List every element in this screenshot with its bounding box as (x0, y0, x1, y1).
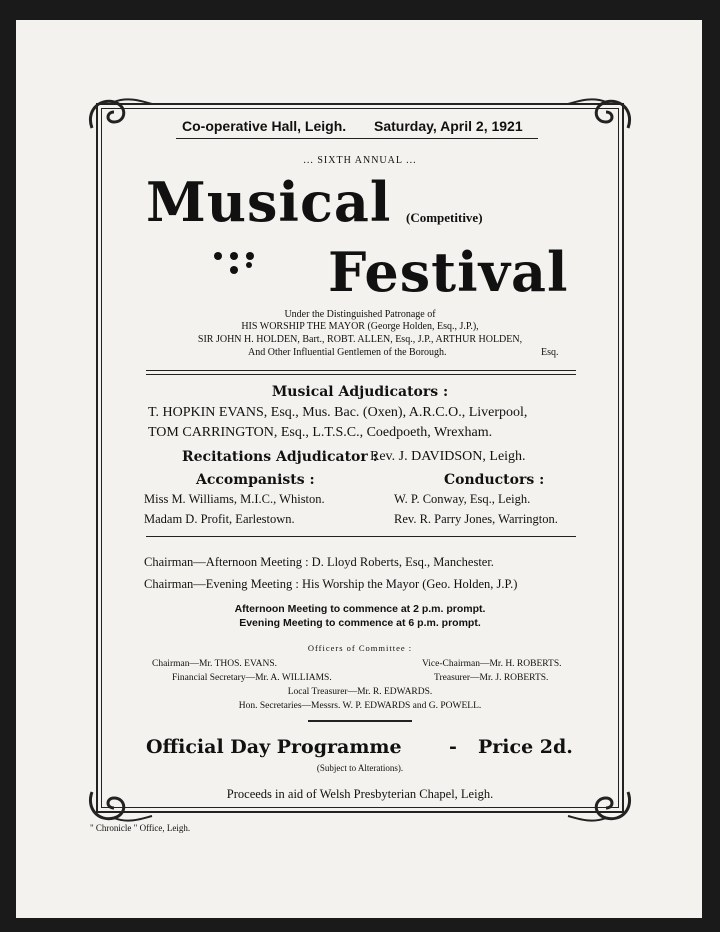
venue-text: Co-operative Hall, Leigh. (182, 118, 347, 134)
printer-imprint: " Chronicle " Office, Leigh. (90, 823, 191, 833)
edition-text: ... SIXTH ANNUAL ... (303, 155, 417, 166)
title-musical: Musical (146, 170, 392, 234)
adjudicator-1: T. HOPKIN EVANS, Esq., Mus. Bac. (Oxen), A.R.C.O., Liverpool, (148, 405, 528, 420)
patronage-intro: Under the Distinguished Patronage of (284, 309, 436, 320)
title-festival: Festival (328, 240, 569, 304)
divider-1b (146, 374, 576, 375)
chairman-afternoon: Chairman—Afternoon Meeting : D. Lloyd Roberts, Esq., Manchester. (144, 555, 494, 569)
chairman-evening: Chairman—Evening Meeting : His Worship the Mayor (Geo. Holden, J.P.) (144, 577, 518, 591)
officer-chairman: Chairman—Mr. THOS. EVANS. (152, 659, 278, 669)
patronage-others: And Other Influential Gentlemen of the Borough. (248, 347, 447, 358)
adjudicator-2: TOM CARRINGTON, Esq., L.T.S.C., Coedpoeth, Wrexham. (148, 425, 493, 440)
date-text: Saturday, April 2, 1921 (374, 118, 523, 134)
programme-note: (Subject to Alterations). (316, 763, 404, 773)
officer-local-treasurer: Local Treasurer—Mr. R. EDWARDS. (287, 687, 433, 697)
evening-time: Evening Meeting to commence at 6 p.m. prompt. (239, 617, 481, 629)
officer-treasurer: Treasurer—Mr. J. ROBERTS. (434, 673, 549, 683)
accompanist-2: Madam D. Profit, Earlestown. (144, 512, 295, 526)
recitations-heading: Recitations Adjudicator : (182, 449, 378, 465)
programme-price: Price 2d. (478, 736, 573, 758)
conductor-1: W. P. Conway, Esq., Leigh. (394, 492, 531, 506)
divider-2 (146, 536, 576, 537)
officer-vice-chairman: Vice-Chairman—Mr. H. ROBERTS. (422, 659, 562, 669)
officers-heading: Officers of Committee : (307, 643, 413, 653)
patronage-mayor: HIS WORSHIP THE MAYOR (George Holden, Esq., J.P.), (241, 321, 479, 332)
programme-title: Official Day Programme (146, 736, 402, 758)
proceeds-text: Proceeds in aid of Welsh Presbyterian Chapel, Leigh. (226, 787, 494, 801)
conductors-heading: Conductors : (444, 472, 545, 488)
divider-3 (308, 720, 412, 722)
header-underline (176, 138, 538, 139)
afternoon-time: Afternoon Meeting to commence at 2 p.m. prompt. (234, 603, 486, 615)
accompanist-1: Miss M. Williams, M.I.C., Whiston. (144, 492, 325, 506)
conductor-2: Rev. R. Parry Jones, Warrington. (394, 512, 558, 526)
title-competitive: (Competitive) (406, 210, 483, 225)
recitations-adjudicator: Rev. J. DAVIDSON, Leigh. (370, 449, 526, 464)
divider-1 (146, 370, 576, 371)
officer-financial-secretary: Financial Secretary—Mr. A. WILLIAMS. (172, 673, 332, 683)
patronage-names: SIR JOHN H. HOLDEN, Bart., ROBT. ALLEN, Esq., J.P., ARTHUR HOLDEN, (197, 334, 523, 345)
officer-hon-secretaries: Hon. Secretaries—Messrs. W. P. EDWARDS and G. POWELL. (238, 701, 482, 711)
adjudicators-heading: Musical Adjudicators : (271, 384, 449, 400)
programme-dash: - (449, 736, 457, 758)
accompanists-heading: Accompanists : (196, 472, 315, 488)
patronage-esq: Esq. (541, 347, 559, 358)
corner-ornament-top-right (566, 92, 636, 136)
corner-ornament-top-left (84, 92, 154, 136)
